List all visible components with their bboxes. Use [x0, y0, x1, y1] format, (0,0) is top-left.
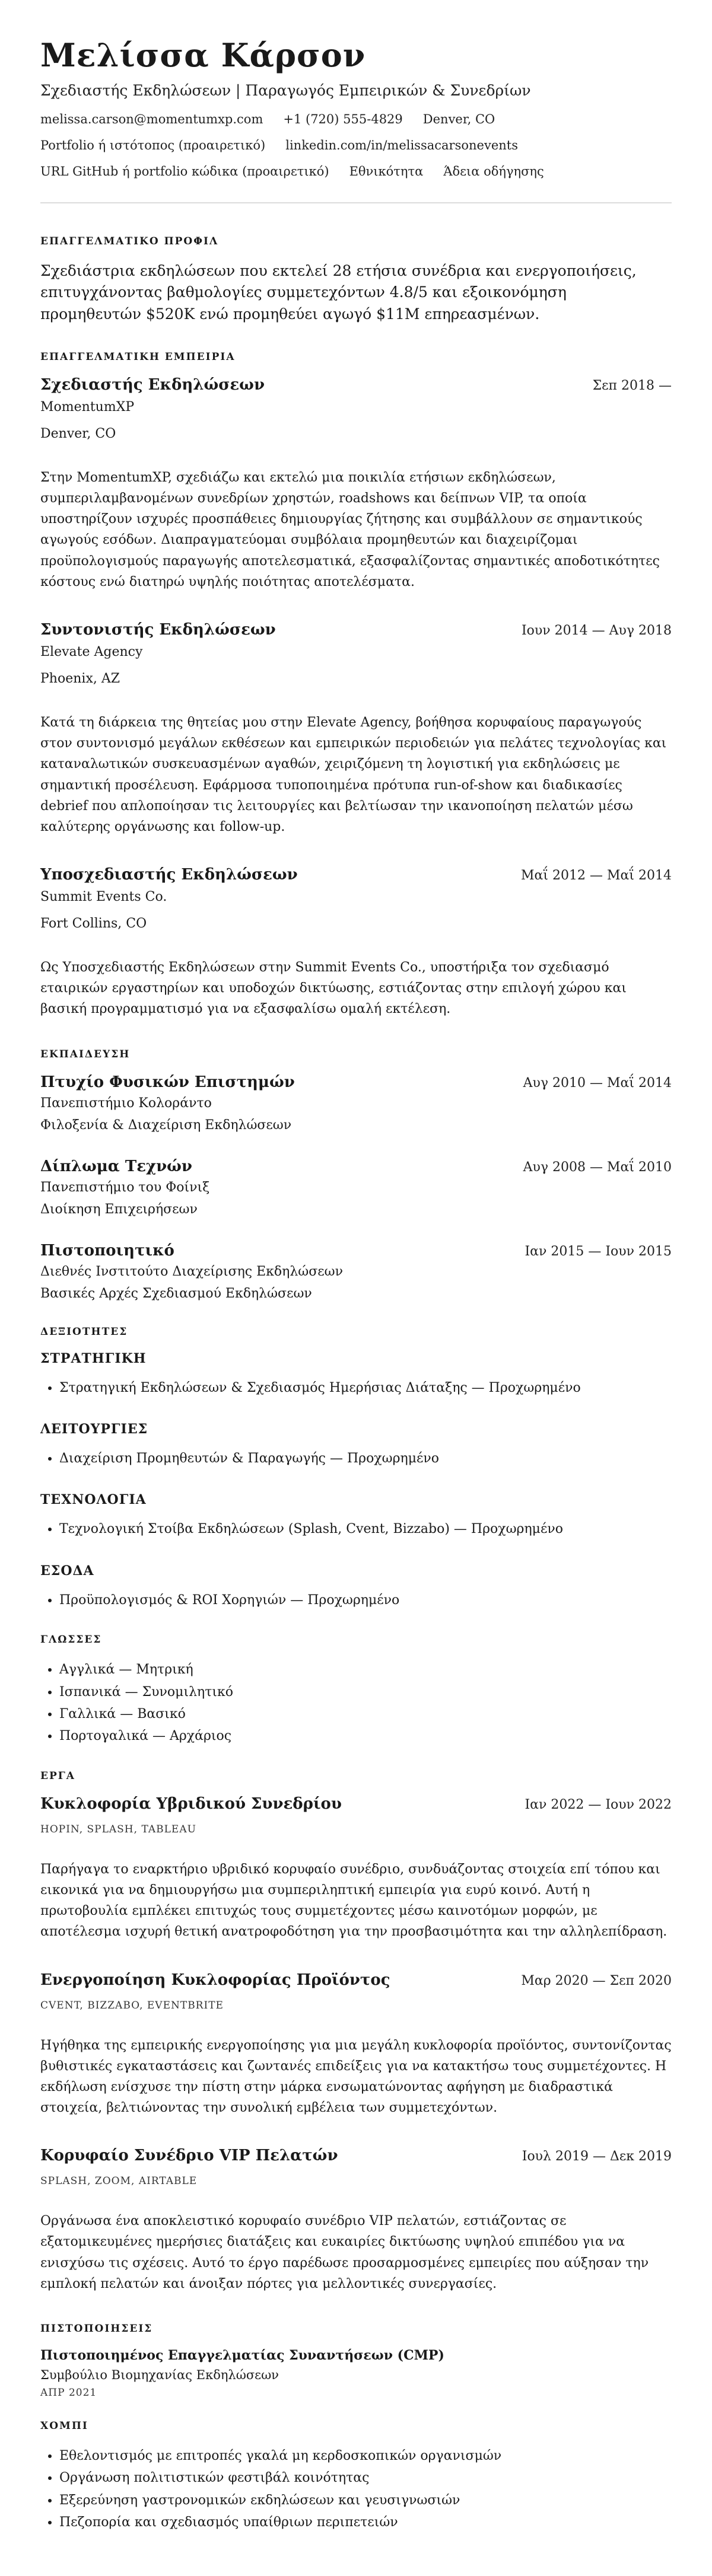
- skill-list: [40, 1377, 672, 1399]
- linkedin-link[interactable]: linkedin.com/in/melissacarsonevents: [285, 138, 518, 153]
- certification-issuer: Συμβούλιο Βιομηχανίας Εκδηλώσεων: [40, 2368, 279, 2383]
- section-title-hobbies: ΧΟΜΠΙ: [40, 2420, 88, 2432]
- degree-title: Δίπλωμα Τεχνών: [40, 1157, 192, 1175]
- language-item: • Αγγλικά — Μητρική: [59, 1659, 672, 1681]
- job-location: Fort Collins, CO: [40, 916, 147, 932]
- job-location: Denver, CO: [40, 426, 116, 441]
- job-description: Στην MomentumXP, σχεδιάζω και εκτελώ μια ποικιλία ετήσιων εκδηλώσεων, συμπεριλαμβανομένων συνεδρίων χρηστών, roadshows και δείπνων VIP, τα οποία υποστηρίζουν ισχυρές προσπάθειες δημιουργίας ζήτησης και συμβάλλουν σε σημαντικούς αγωγούς εσόδων. Διαπραγματεύομαι συμβόλαια προμηθευτών και διαχειρίζομαι προϋπολογισμούς παραγωγής αποτελεσματικά, εξασφαλίζοντας σημαντικές αποδοτικότητες κόστους ενώ διατηρώ υψηλής ποιότητας αποτελέσματα.: [40, 470, 660, 589]
- field-of-study: Φιλοξενία & Διαχείριση Εκδηλώσεων: [40, 1117, 292, 1133]
- degree-title: Πτυχίο Φυσικών Επιστημών: [40, 1073, 295, 1091]
- field-of-study: Βασικές Αρχές Σχεδιασμού Εκδηλώσεων: [40, 1286, 312, 1301]
- job-description: Ως Υποσχεδιαστής Εκδηλώσεων στην Summit Events Co., υποστήριξα τον σχεδιασμό εταιρικών εργαστηρίων και υποδοχών δικτύωσης, εστιάζοντας στην επιλογή χώρου και βασική προγραμματισμό για να εξασφαλίσω ομαλή εκτέλεση.: [40, 960, 627, 1017]
- nationality-text: Εθνικότητα: [349, 164, 424, 179]
- education-entry: [40, 1242, 672, 1301]
- project-name: Ενεργοποίηση Κυκλοφορίας Προϊόντος: [40, 1971, 390, 1989]
- project-name: Κορυφαίο Συνέδριο VIP Πελατών: [40, 2147, 338, 2165]
- job-date: Σεπ 2018 —: [592, 378, 672, 393]
- school-name: Διεθνές Ινστιτούτο Διαχείρισης Εκδηλώσεων: [40, 1264, 343, 1279]
- project-date: Μαρ 2020 — Σεπ 2020: [521, 1973, 672, 1988]
- degree-title: Πιστοποιητικό: [40, 1241, 174, 1260]
- project-tags: CVENT, BIZZABO, EVENTBRITE: [40, 1999, 224, 2011]
- project-entry: [40, 1971, 672, 2119]
- section-title-languages: ΓΛΩΣΣΕΣ: [40, 1634, 102, 1646]
- hobby-item: • Πεζοπορία και σχεδιασμός υπαίθριων περιπετειών: [59, 2511, 672, 2533]
- license-text: Άδεια οδήγησης: [443, 164, 544, 179]
- skill-category: ΕΣΟΔΑ: [40, 1563, 94, 1579]
- job-title: Υποσχεδιαστής Εκδηλώσεων: [40, 866, 298, 884]
- skill-item: • Διαχείριση Προμηθευτών & Παραγωγής — Προχωρημένο: [59, 1448, 672, 1469]
- school-name: Πανεπιστήμιο του Φοίνιξ: [40, 1179, 210, 1195]
- location-text: Denver, CO: [422, 112, 495, 127]
- header-divider: [40, 202, 672, 203]
- school-name: Πανεπιστήμιο Κολοράντο: [40, 1095, 212, 1111]
- headline: Σχεδιαστής Εκδηλώσεων | Παραγωγός Εμπειρικών & Συνεδρίων: [40, 82, 531, 100]
- project-description: Παρήγαγα το εναρκτήριο υβριδικό κορυφαίο συνέδριο, συνδυάζοντας στοιχεία επί τόπου και εικονικά για να δημιουργήσω μια συμπεριληπτική εμπειρία για ευρύ κοινό. Αυτή η πρωτοβουλία εμπλέκει επιτυχώς τους συμμετέχοντες μέσω καινοτόμων μορφών, με αποτέλεσμα ισχυρή θετική ανατροφοδότηση για την προσβασιμότητα και την αλληλεπίδραση.: [40, 1861, 668, 1940]
- phone-text: +1 (720) 555-4829: [283, 112, 403, 127]
- project-description: Οργάνωσα ένα αποκλειστικό κορυφαίο συνέδριο VIP πελατών, εστιάζοντας σε εξατομικευμένες ημερήσιες διατάξεις και ευκαιρίες δικτύωσης υψηλού επιπέδου για να ενισχύσω τις σχέσεις. Αυτό το έργο παρέδωσε προσαρμοσμένες εμπειρίες που αύξησαν την εμπλοκή πελατών και άνοιξαν πόρτες για μελλοντικές συνεργασίες.: [40, 2214, 649, 2291]
- section-title-profile: ΕΠΑΓΓΕΛΜΑΤΙΚΟ ΠΡΟΦΙΛ: [40, 235, 219, 248]
- hobby-item: • Οργάνωση πολιτιστικών φεστιβάλ κοινότητας: [59, 2467, 672, 2489]
- github-link[interactable]: URL GitHub ή portfolio κώδικα (προαιρετικό): [40, 164, 329, 179]
- language-list: [40, 1659, 672, 1748]
- profile-summary: Σχεδιάστρια εκδηλώσεων που εκτελεί 28 ετήσια συνέδρια και ενεργοποιήσεις, επιτυγχάνοντας βαθμολογίες συμμετεχόντων 4.8/5 και εξοικονόμηση προμηθευτών $520K ενώ προμηθεύει αγωγό $11M επηρεασμένων.: [40, 262, 637, 323]
- hobby-item: • Εξερεύνηση γαστρονομικών εκδηλώσεων και γευσιγνωσιών: [59, 2489, 672, 2511]
- hobby-item: • Εθελοντισμός με επιτροπές γκαλά μη κερδοσκοπικών οργανισμών: [59, 2445, 672, 2467]
- job-company: Summit Events Co.: [40, 890, 167, 905]
- candidate-name: Μελίσσα Κάρσον: [40, 36, 366, 74]
- section-title-experience: ΕΠΑΓΓΕΛΜΑΤΙΚΗ ΕΜΠΕΙΡΙΑ: [40, 350, 236, 363]
- skill-category: ΤΕΧΝΟΛΟΓΙΑ: [40, 1492, 147, 1508]
- hobby-list: [40, 2445, 672, 2534]
- job-entry: [40, 621, 672, 837]
- project-name: Κυκλοφορία Υβριδικού Συνεδρίου: [40, 1794, 342, 1813]
- language-item: • Πορτογαλικά — Αρχάριος: [59, 1725, 672, 1747]
- education-date: Αυγ 2008 — Μαΐ 2010: [523, 1159, 672, 1175]
- job-date: Ιουν 2014 — Αυγ 2018: [521, 623, 672, 638]
- skill-category: ΣΤΡΑΤΗΓΙΚΗ: [40, 1350, 147, 1366]
- skill-list: [40, 1448, 672, 1469]
- contact-row-links: [40, 138, 672, 152]
- portfolio-link[interactable]: Portfolio ή ιστότοπος (προαιρετικό): [40, 138, 266, 153]
- job-title: Συντονιστής Εκδηλώσεων: [40, 620, 276, 639]
- section-title-education: ΕΚΠΑΙΔΕΥΣΗ: [40, 1048, 131, 1060]
- skill-list: [40, 1518, 672, 1540]
- contact-row-primary: [40, 112, 672, 126]
- job-date: Μαΐ 2012 — Μαΐ 2014: [521, 868, 672, 884]
- job-location: Phoenix, AZ: [40, 671, 120, 686]
- job-entry: [40, 866, 672, 1020]
- job-company: Elevate Agency: [40, 644, 143, 659]
- contact-row-extra: [40, 164, 672, 178]
- certification-date: ΑΠΡ 2021: [40, 2387, 97, 2399]
- job-entry: [40, 376, 672, 592]
- skill-item: • Τεχνολογική Στοίβα Εκδηλώσεων (Splash, Cvent, Bizzabo) — Προχωρημένο: [59, 1518, 672, 1540]
- skill-item: • Στρατηγική Εκδηλώσεων & Σχεδιασμός Ημερήσιας Διάταξης — Προχωρημένο: [59, 1377, 672, 1399]
- project-tags: SPLASH, ZOOM, AIRTABLE: [40, 2175, 198, 2188]
- project-description: Ηγήθηκα της εμπειρικής ενεργοποίησης για μια μεγάλη κυκλοφορία προϊόντος, συντονίζοντας βυθιστικές εγκαταστάσεις και ζωντανές επιδείξεις για να κατακτήσω τους συμμετέχοντες. Η εκδήλωση ενίσχυσε την πίστη στην μάρκα ενσωματώνοντας αφήγηση με διαδραστικά στοιχεία, βελτιώνοντας την συνολική εμβέλεια των συμμετεχόντων.: [40, 2038, 672, 2116]
- project-date: Ιουλ 2019 — Δεκ 2019: [522, 2149, 672, 2164]
- skill-list: [40, 1589, 672, 1611]
- section-title-skills: ΔΕΞΙΟΤΗΤΕΣ: [40, 1325, 128, 1338]
- field-of-study: Διοίκηση Επιχειρήσεων: [40, 1201, 198, 1217]
- education-date: Αυγ 2010 — Μαΐ 2014: [523, 1075, 672, 1091]
- job-title: Σχεδιαστής Εκδηλώσεων: [40, 375, 265, 394]
- project-entry: [40, 2147, 672, 2294]
- education-entry: [40, 1073, 672, 1133]
- project-tags: HOPIN, SPLASH, TABLEAU: [40, 1823, 196, 1835]
- email-link[interactable]: melissa.carson@momentumxp.com: [40, 112, 263, 127]
- language-item: • Γαλλικά — Βασικό: [59, 1703, 672, 1725]
- education-entry: [40, 1158, 672, 1217]
- certification-entry: [40, 2348, 672, 2399]
- education-date: Ιαν 2015 — Ιουν 2015: [525, 1244, 672, 1259]
- job-company: MomentumXP: [40, 399, 135, 415]
- skill-item: • Προϋπολογισμός & ROI Χορηγιών — Προχωρημένο: [59, 1589, 672, 1611]
- job-description: Κατά τη διάρκεια της θητείας μου στην Elevate Agency, βοήθησα κορυφαίους παραγωγούς στον συντονισμό μεγάλων εκθέσεων και εμπειρικών περιοδειών για πελάτες τεχνολογίας και καταναλωτικών συσκευασμένων αγαθών, χειριζόμενη τη λογιστική για εκδηλώσεις με σημαντική προσέλευση. Εφάρμοσα τυποποιημένα πρότυπα run-of-show και διαδικασίες debrief που απλοποίησαν τις λειτουργίες και βελτίωσαν την ικανοποίηση πελατών μέσω καλύτερης οργάνωσης και follow-up.: [40, 715, 667, 834]
- certification-name: Πιστοποιημένος Επαγγελματίας Συναντήσεων (CMP): [40, 2348, 444, 2364]
- project-date: Ιαν 2022 — Ιουν 2022: [525, 1797, 672, 1812]
- skill-category: ΛΕΙΤΟΥΡΓΙΕΣ: [40, 1421, 148, 1437]
- language-item: • Ισπανικά — Συνομιλητικό: [59, 1681, 672, 1703]
- project-entry: [40, 1795, 672, 1943]
- section-title-projects: ΕΡΓΑ: [40, 1770, 75, 1782]
- section-title-certifications: ΠΙΣΤΟΠΟΙΗΣΕΙΣ: [40, 2323, 153, 2335]
